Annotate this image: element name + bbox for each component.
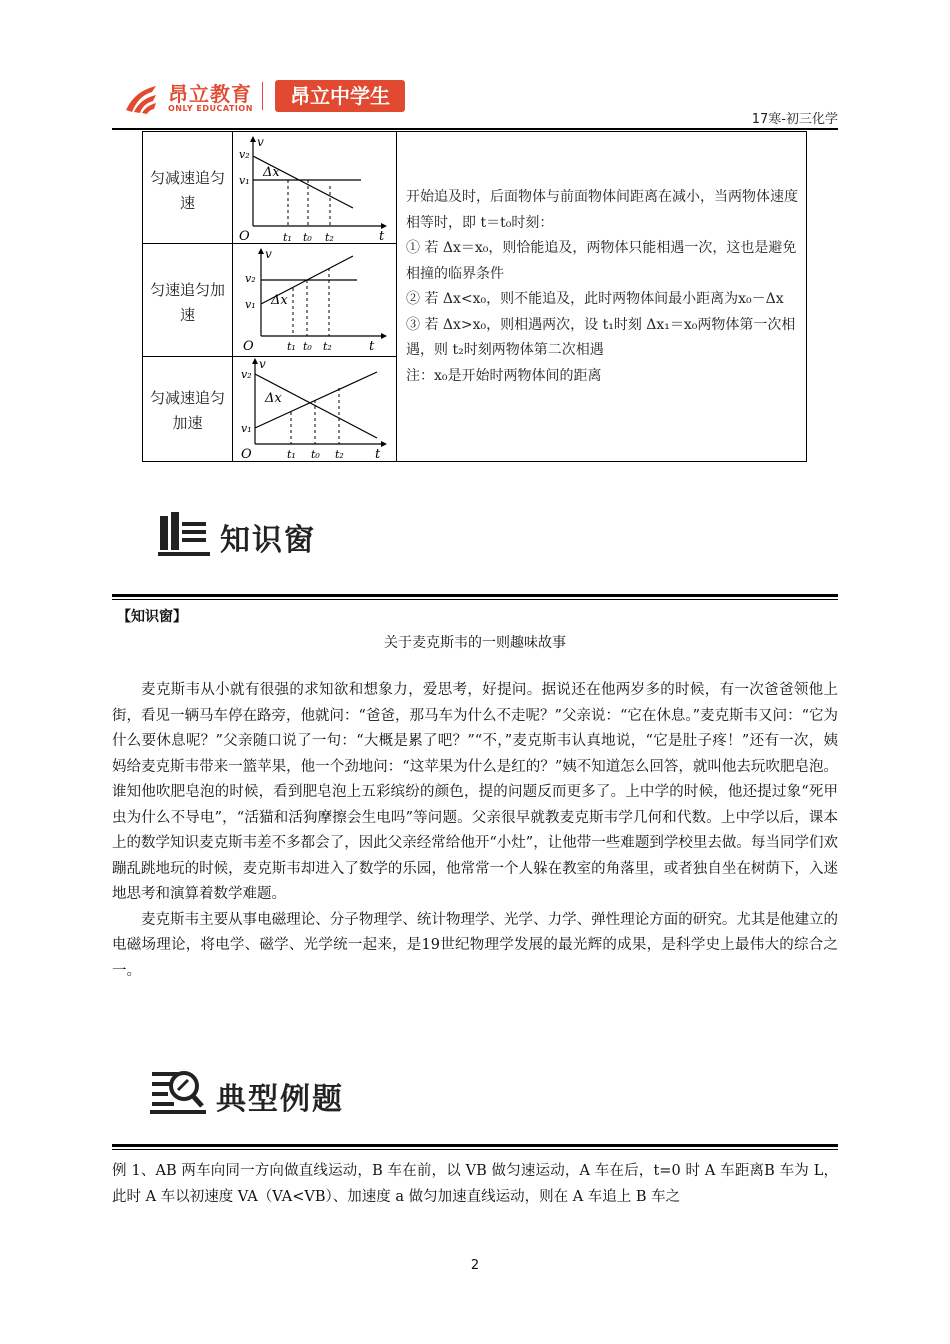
books-icon xyxy=(158,512,210,556)
axis-label-v: v xyxy=(265,247,272,261)
logo-divider xyxy=(262,82,263,110)
row-label: 匀速追匀加速 xyxy=(149,281,225,324)
delta-label: Δx xyxy=(263,165,280,180)
axis-label-v: v xyxy=(259,358,266,371)
desc-intro: 开始追及时，后面物体与前面物体间距离在减小，当两物体速度相等时，即 t＝t₀时刻： xyxy=(406,189,798,231)
section-divider xyxy=(112,594,838,597)
desc-case-3: ③ 若 Δx>x₀，则相遇两次，设 t₁时刻 Δx₁＝x₀两物体第一次相遇，则 t₂时刻两物体第二次相遇 xyxy=(406,316,796,358)
row-label: 匀减速追匀加速 xyxy=(149,389,225,432)
brand-name: 昂立教育 xyxy=(168,82,252,106)
tick-label-v1: v₁ xyxy=(239,174,250,187)
velocity-time-graph xyxy=(233,246,397,356)
page-number: 2 xyxy=(470,1258,480,1273)
section-divider xyxy=(112,1149,838,1150)
origin-label: O xyxy=(243,339,254,354)
section-title-knowledge: 知识窗 xyxy=(220,523,316,558)
knowledge-label: 【知识窗】 xyxy=(117,609,187,625)
desc-note: 注：x₀是开始时两物体间的距离 xyxy=(406,367,602,384)
header-divider xyxy=(112,128,838,130)
section-title-examples: 典型例题 xyxy=(216,1082,344,1117)
search-document-icon xyxy=(150,1068,206,1114)
velocity-time-graph xyxy=(233,358,397,462)
section-divider xyxy=(112,599,838,600)
delta-label: Δx xyxy=(265,391,282,406)
story-paragraph: 麦克斯韦从小就有很强的求知欲和想象力，爱思考，好提问。据说还在他两岁多的时候，有一次爸爸领他上街，看见一辆马车停在路旁，他就问：“爸爸，那马车为什么不走呢？”父亲说：“它在休息。”麦克斯韦又问：“它为什么要休息呢？”父亲随口说了一句：“大概是累了吧？”“不，”麦克斯韦认真地说，“它是肚子疼！”还有一次，姨妈给麦克斯韦带来一篮苹果，他一个劲地问：“这苹果为什么是红的？”姨不知道怎么回答，就叫他去玩吹肥皂泡。谁知他吹肥皂泡的时候，看到肥皂泡上五彩缤纷的颜色，提的问题反而更多了。上中学的时候，他还提过象“死甲虫为什么不导电”，“活猫和活狗摩擦会生电吗”等问题。父亲很早就教麦克斯韦学几何和代数。上中学以后，课本上的数学知识麦克斯韦差不多都会了，因此父亲经常给他开“小灶”，让他带一些难题到学校里去做。每当同学们欢蹦乱跳地玩的时候，麦克斯韦却进入了数学的乐园，他常常一个人躲在教室的角落里，或者独自坐在树荫下，入迷地思考和演算着数学难题。 xyxy=(112,682,838,902)
desc-case-1: ① 若 Δx＝x₀，则恰能追及，两物体只能相遇一次，这也是避免相撞的临界条件 xyxy=(406,240,797,282)
row-label: 匀减速追匀速 xyxy=(149,169,225,212)
story-title: 关于麦克斯韦的一则趣味故事 xyxy=(384,635,566,651)
axis-label-t: t xyxy=(369,339,375,354)
brand-logo-icon xyxy=(122,80,162,116)
delta-label: Δx xyxy=(271,293,288,308)
tick-label-t1: t₁ xyxy=(287,448,296,461)
story-paragraph: 麦克斯韦主要从事电磁理论、分子物理学、统计物理学、光学、力学、弹性理论方面的研究。尤其是他建立的电磁场理论，将电学、磁学、光学统一起来，是19世纪物理学发展的最光辉的成果，是科学史上最伟大的综合之一。 xyxy=(112,911,838,979)
tick-label-t2: t₂ xyxy=(335,448,344,461)
axis-label-v: v xyxy=(257,135,264,149)
section-divider xyxy=(112,1144,838,1147)
origin-label: O xyxy=(239,229,250,242)
tick-label-v1: v₁ xyxy=(245,298,256,311)
tick-label-t0: t₀ xyxy=(303,340,312,353)
tick-label-t1: t₁ xyxy=(287,340,296,353)
page-header xyxy=(0,0,950,135)
pursuit-description xyxy=(406,185,801,389)
tick-label-t2: t₂ xyxy=(323,340,332,353)
tick-label-v2: v₂ xyxy=(245,272,256,285)
tick-label-t1: t₁ xyxy=(283,231,292,242)
tick-label-v2: v₂ xyxy=(241,368,252,381)
brand-name-english: ONLY EDUCATION xyxy=(168,104,253,113)
axis-label-t: t xyxy=(379,229,385,242)
brand-badge: 昂立中学生 xyxy=(275,80,405,112)
example-1-text: 例 1、AB 两车向同一方向做直线运动，B 车在前，以 VB 做匀速运动，A 车在后，t=0 时 A 车距离B 车为 L，此时 A 车以初速度 VA（VA<VB）、加速度 a 做匀加速直线运动，则在 A 车追上 B 车之 xyxy=(112,1163,838,1205)
desc-case-2: ② 若 Δx<x₀，则不能追及，此时两物体间最小距离为x₀－Δx xyxy=(406,291,784,307)
course-label: 17寒-初三化学 xyxy=(751,112,838,127)
tick-label-t2: t₂ xyxy=(325,231,334,242)
tick-label-t0: t₀ xyxy=(303,231,312,242)
tick-label-v2: v₂ xyxy=(239,148,250,161)
tick-label-t0: t₀ xyxy=(311,448,320,461)
velocity-time-graph xyxy=(233,134,397,242)
origin-label: O xyxy=(241,447,252,462)
tick-label-v1: v₁ xyxy=(241,422,252,435)
axis-label-t: t xyxy=(375,447,381,462)
story-body xyxy=(112,678,838,984)
pursuit-table xyxy=(142,131,807,462)
